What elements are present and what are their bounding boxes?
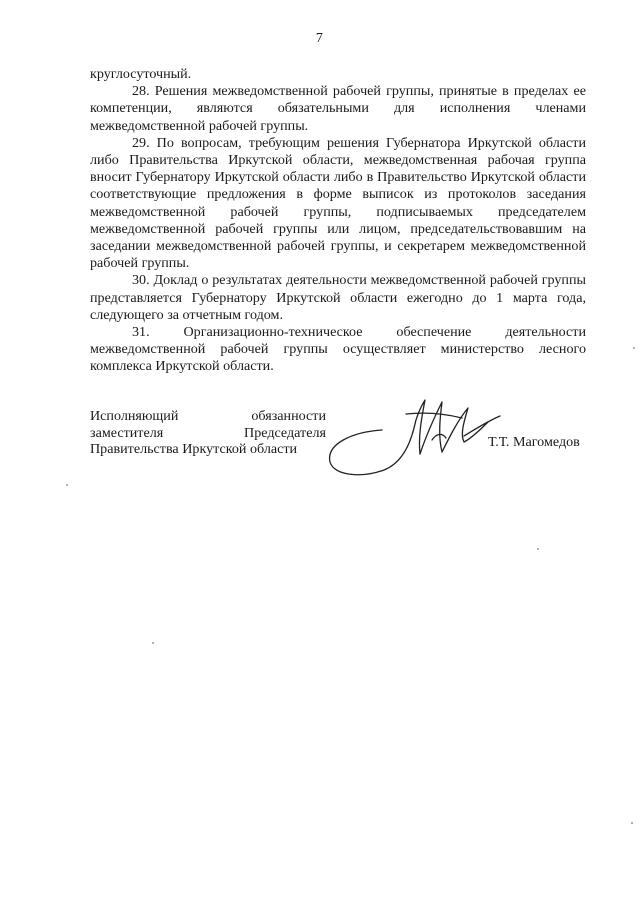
paragraph-31-line: комплекса Иркутской области. (90, 358, 274, 375)
signatory-title-line (90, 408, 326, 425)
signatory-title-word: Председателя (244, 424, 326, 441)
paragraph-28: 28. Решения межведомственной рабочей группы, принятые в пределах ее компетенции, являются обязательными для исполнения членами межведомственной рабочей группы. (90, 83, 586, 134)
paragraph-31-line: 31. Организационно-техническое обеспечение деятельности (132, 324, 586, 341)
paragraph-31-line: межведомственной рабочей группы осуществляет министерство лесного (90, 341, 586, 358)
document-body (90, 66, 586, 376)
paragraph-29: 29. По вопросам, требующим решения Губернатора Иркутской области либо Правительства Иркутской области, межведомственная рабочая группа вносит Губернатору Иркутской области либо в Правительство Иркутской области соответствующие предложения в форме выписок из протоколов заседания межведомственной рабочей группы, подписываемых председателем межведомственной рабочей группы или лицом, председательствовавшим на заседании межведомственной рабочей группы, и секретарем межведомственной рабочей группы. (90, 134, 586, 272)
signer-name: Т.Т. Магомедов (488, 434, 580, 450)
signatory-title-word: заместителя (90, 424, 164, 441)
page-number: 7 (315, 31, 324, 46)
scan-speck (66, 484, 68, 486)
signatory-title-line (90, 441, 326, 458)
paragraph-continuation: круглосуточный. (90, 66, 192, 82)
handwritten-signature (322, 392, 502, 482)
paragraph-31 (90, 324, 586, 376)
scan-speck (631, 822, 633, 824)
scan-speck (537, 548, 539, 550)
signatory-title (90, 408, 326, 458)
signatory-title-word: Правительства Иркутской области (90, 441, 298, 457)
paragraph-30: 30. Доклад о результатах деятельности межведомственной рабочей группы представляется Губернатору Иркутской области ежегодно до 1 марта года, следующего за отчетным годом. (90, 272, 586, 323)
scan-speck (152, 642, 154, 644)
signatory-title-word: обязанности (251, 408, 326, 424)
signatory-title-word: Исполняющий (90, 408, 179, 424)
scan-speck (633, 347, 635, 349)
signatory-title-line (90, 425, 326, 442)
